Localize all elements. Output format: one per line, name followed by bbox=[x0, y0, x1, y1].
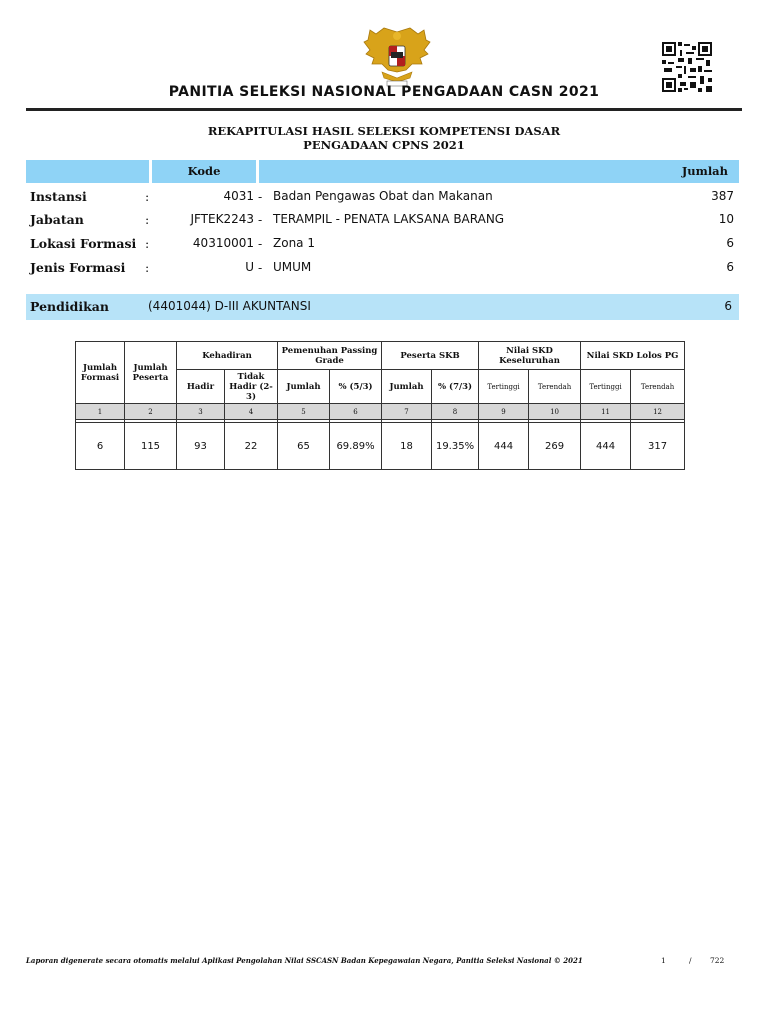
header-tertinggi-skd: Tertinggi bbox=[479, 370, 529, 404]
pendidikan-name: (4401044) D-III AKUNTANSI bbox=[148, 299, 311, 313]
row-name: Badan Pengawas Obat dan Makanan bbox=[273, 189, 493, 203]
header-hadir: Hadir bbox=[177, 370, 225, 404]
row-code: 4031 bbox=[223, 189, 254, 203]
header-nilai-skd-keseluruhan: Nilai SKD Keseluruhan bbox=[479, 342, 581, 370]
info-row-jenis-formasi bbox=[30, 260, 734, 280]
row-label: Jenis Formasi bbox=[30, 260, 126, 275]
row-dash: - bbox=[258, 189, 263, 204]
column-number: 12 bbox=[631, 404, 685, 420]
report-subtitle-2: PENGADAAN CPNS 2021 bbox=[303, 138, 465, 152]
column-number: 5 bbox=[278, 404, 330, 420]
row-name: TERAMPIL - PENATA LAKSANA BARANG bbox=[273, 212, 505, 226]
info-row-instansi bbox=[30, 189, 734, 209]
cell-jumlah-skb: 18 bbox=[382, 423, 432, 470]
row-dash: - bbox=[258, 236, 263, 251]
column-number: 6 bbox=[330, 404, 382, 420]
header-percent-pg: % (5/3) bbox=[330, 370, 382, 404]
row-value: 387 bbox=[711, 189, 734, 203]
header-jumlah-pg: Jumlah bbox=[278, 370, 330, 404]
cell-tidak-hadir: 22 bbox=[225, 423, 278, 470]
header-jumlah-skb: Jumlah bbox=[382, 370, 432, 404]
column-number-row bbox=[76, 404, 685, 420]
row-code: JFTEK2243 bbox=[190, 212, 254, 226]
cell-jumlah-peserta: 115 bbox=[125, 423, 177, 470]
jumlah-column-header: Jumlah bbox=[681, 164, 728, 178]
column-number: 2 bbox=[125, 404, 177, 420]
info-row-lokasi-formasi bbox=[30, 236, 734, 256]
header-bar-label-col bbox=[26, 160, 149, 183]
column-number: 1 bbox=[76, 404, 125, 420]
pendidikan-bar bbox=[26, 294, 739, 320]
table-header-row bbox=[76, 342, 685, 370]
page-number-total: 722 bbox=[710, 956, 725, 965]
page-number-current: 1 bbox=[661, 956, 666, 965]
row-colon: : bbox=[145, 189, 150, 204]
cell-tertinggi-lolos: 444 bbox=[581, 423, 631, 470]
header-nilai-skd-lolos-pg: Nilai SKD Lolos PG bbox=[581, 342, 685, 370]
row-dash: - bbox=[258, 260, 263, 275]
column-number: 10 bbox=[529, 404, 581, 420]
header-terendah-skd: Terendah bbox=[529, 370, 581, 404]
table-row bbox=[76, 423, 685, 470]
row-label: Jabatan bbox=[30, 212, 84, 227]
statistics-table bbox=[75, 341, 685, 470]
row-dash: - bbox=[258, 212, 263, 227]
cell-jumlah-pg: 65 bbox=[278, 423, 330, 470]
pendidikan-value: 6 bbox=[724, 299, 732, 313]
header-tertinggi-lolos: Tertinggi bbox=[581, 370, 631, 404]
header-tidak-hadir: Tidak Hadir (2-3) bbox=[225, 370, 278, 404]
row-code: U bbox=[245, 260, 254, 274]
column-number: 3 bbox=[177, 404, 225, 420]
kode-column-header: Kode bbox=[187, 164, 221, 178]
row-value: 10 bbox=[718, 212, 734, 226]
column-number: 11 bbox=[581, 404, 631, 420]
page-number-separator: / bbox=[689, 956, 692, 965]
row-label: Lokasi Formasi bbox=[30, 236, 137, 251]
report-subtitle-1: REKAPITULASI HASIL SELEKSI KOMPETENSI DASAR bbox=[207, 124, 561, 138]
pendidikan-label: Pendidikan bbox=[30, 299, 109, 314]
header-kehadiran: Kehadiran bbox=[177, 342, 278, 370]
row-name: UMUM bbox=[273, 260, 312, 274]
column-number: 4 bbox=[225, 404, 278, 420]
info-row-jabatan bbox=[30, 212, 734, 232]
row-colon: : bbox=[145, 212, 150, 227]
row-value: 6 bbox=[726, 260, 734, 274]
garuda-emblem-icon bbox=[362, 26, 432, 88]
header-percent-skb: % (7/3) bbox=[432, 370, 479, 404]
header-pemenuhan-passing-grade: Pemenuhan Passing Grade bbox=[278, 342, 382, 370]
header-peserta-skb: Peserta SKB bbox=[382, 342, 479, 370]
header-jumlah-formasi: Jumlah Formasi bbox=[76, 342, 125, 404]
column-number: 8 bbox=[432, 404, 479, 420]
column-number: 9 bbox=[479, 404, 529, 420]
header-jumlah-peserta: Jumlah Peserta bbox=[125, 342, 177, 404]
cell-terendah-lolos: 317 bbox=[631, 423, 685, 470]
header-terendah-lolos: Terendah bbox=[631, 370, 685, 404]
cell-hadir: 93 bbox=[177, 423, 225, 470]
cell-terendah-skd: 269 bbox=[529, 423, 581, 470]
row-name: Zona 1 bbox=[273, 236, 315, 250]
title-divider bbox=[26, 108, 742, 111]
row-label: Instansi bbox=[30, 189, 87, 204]
row-value: 6 bbox=[726, 236, 734, 250]
row-colon: : bbox=[145, 236, 150, 251]
row-colon: : bbox=[145, 260, 150, 275]
page-title: PANITIA SELEKSI NASIONAL PENGADAAN CASN 2021 bbox=[168, 84, 600, 100]
cell-tertinggi-skd: 444 bbox=[479, 423, 529, 470]
row-code: 40310001 bbox=[192, 236, 254, 250]
header-bar-jumlah-col bbox=[259, 160, 739, 183]
cell-jumlah-formasi: 6 bbox=[76, 423, 125, 470]
cell-percent-skb: 19.35% bbox=[432, 423, 479, 470]
footer-note: Laporan digenerate secara otomatis melalui Aplikasi Pengolahan Nilai SSCASN Badan Kepegawaian Negara, Panitia Seleksi Nasional © 2021 bbox=[26, 956, 583, 965]
column-number: 7 bbox=[382, 404, 432, 420]
cell-percent-pg: 69.89% bbox=[330, 423, 382, 470]
